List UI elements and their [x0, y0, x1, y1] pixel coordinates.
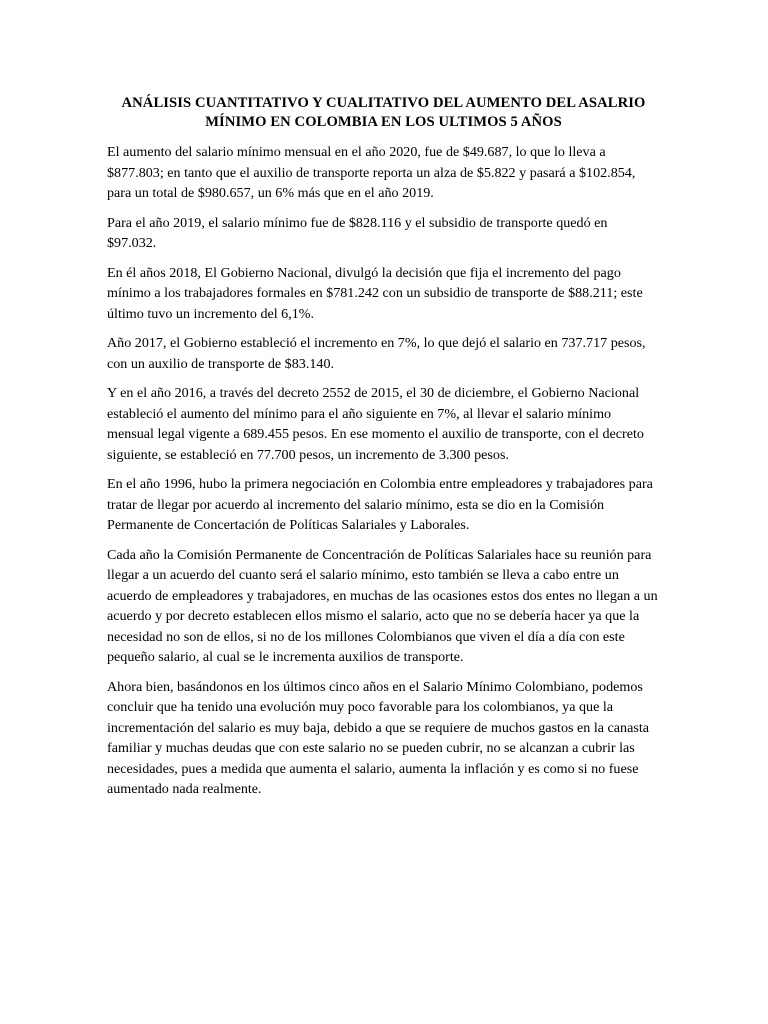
paragraph-annual-commission: Cada año la Comisión Permanente de Concentración de Políticas Salariales hace su reunión para llegar a un acuerdo del cuanto será el salario mínimo, esto también se lleva a cabo entre un acuerdo de empleadores y trabajadores, en muchas de las ocasiones estos dos entes no llegan a un acuerdo y por decreto establecen ellos mismo el salario, acto que no se debería hacer ya que la necesidad no son de ellos, si no de los millones Colombianos que viven el día a día con este pequeño salario, al cual se le incrementa auxilios de transporte.: [107, 546, 658, 665]
document-body: [107, 94, 660, 809]
paragraph-2018-salary: En él años 2018, El Gobierno Nacional, divulgó la decisión que fija el incremento del pago mínimo a los trabajadores formales en $781.242 con un subsidio de transporte de $88.211; este último tuvo un incremento del 6,1%.: [107, 264, 643, 322]
paragraph-2016-salary: Y en el año 2016, a través del decreto 2552 de 2015, el 30 de diciembre, el Gobierno Nacional estableció el aumento del mínimo para el año siguiente en 7%, al llevar el salario mínimo mensual legal vigente a 689.455 pesos. En ese momento el auxilio de transporte, con el decreto siguiente, se estableció en 77.700 pesos, un incremento de 3.300 pesos.: [107, 385, 644, 463]
paragraph-2017-salary: Año 2017, el Gobierno estableció el incremento en 7%, lo que dejó el salario en 737.717 pesos, con un auxilio de transporte de $83.140.: [107, 335, 646, 372]
document-title: ANÁLISIS CUANTITATIVO Y CUALITATIVO DEL AUMENTO DEL ASALRIO MÍNIMO EN COLOMBIA EN LOS ULTIMOS 5 AÑOS: [121, 95, 646, 130]
paragraph-1996-negotiation: En el año 1996, hubo la primera negociación en Colombia entre empleadores y trabajadores para tratar de llegar por acuerdo al incremento del salario mínimo, esta se dio en la Comisión Permanente de Concertación de Políticas Salariales y Laborales.: [107, 476, 653, 533]
paragraph-2019-salary: Para el año 2019, el salario mínimo fue de $828.116 y el subsidio de transporte quedó en $97.032.: [107, 214, 608, 251]
paragraph-conclusion: Ahora bien, basándonos en los últimos cinco años en el Salario Mínimo Colombiano, podemos concluir que ha tenido una evolución muy poco favorable para los colombianos, ya que la incrementación del salario es muy baja, debido a que se requiere de muchos gastos en la canasta familiar y muchas deudas que con este salario no se pueden cubrir, no se alcanzan a cubrir las necesidades, pues a medida que aumenta el salario, aumenta la inflación y es como si no fuese aumentado nada realmente.: [107, 678, 650, 797]
paragraph-2020-salary: El aumento del salario mínimo mensual en el año 2020, fue de $49.687, lo que lo lleva a $877.803; en tanto que el auxilio de transporte reporta un alza de $5.822 y pasará a $102.854, para un total de $980.657, un 6% más que en el año 2019.: [107, 144, 636, 201]
